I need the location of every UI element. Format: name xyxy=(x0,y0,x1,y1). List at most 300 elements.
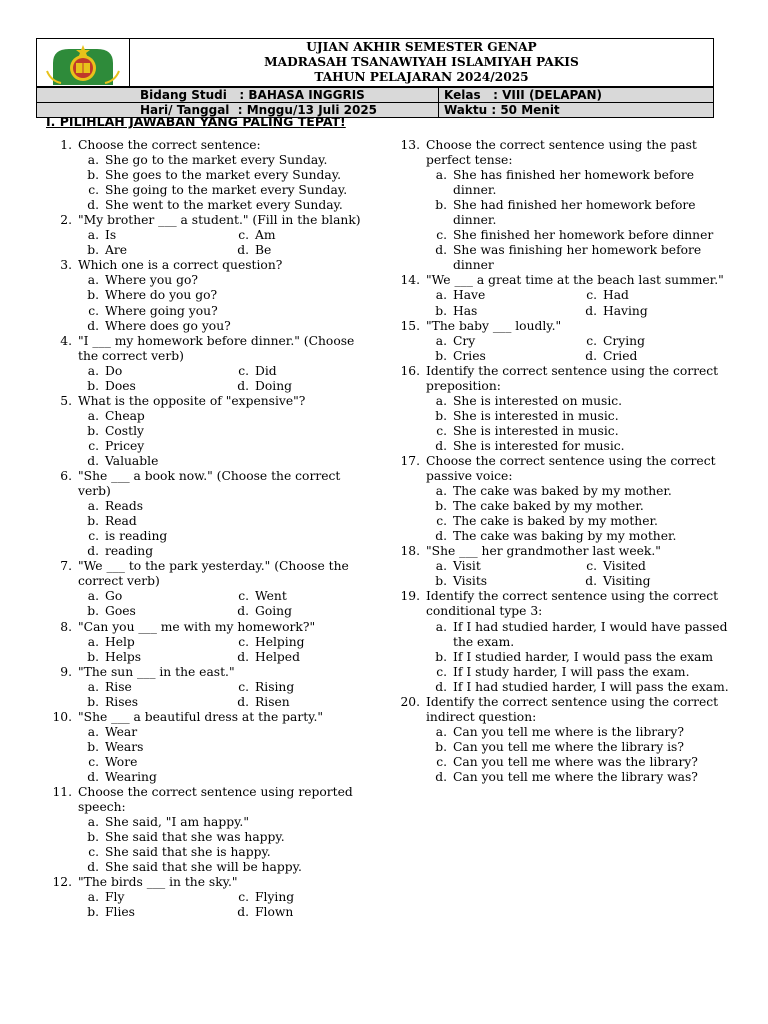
answer-option xyxy=(46,499,376,514)
option-text: She goes to the market every Sunday. xyxy=(105,168,341,183)
answer-option xyxy=(394,484,730,499)
answer-option xyxy=(223,379,373,394)
question-number: 3. xyxy=(60,258,72,273)
option-text: If I had studied harder, I will pass the exam. xyxy=(453,679,729,694)
option-letter: d. xyxy=(435,243,447,258)
answer-option xyxy=(421,288,571,303)
answer-option xyxy=(46,439,376,454)
question-stem xyxy=(394,138,730,168)
answer-option xyxy=(394,409,730,424)
answer-option xyxy=(223,604,373,619)
answer-option xyxy=(46,544,376,559)
answer-option xyxy=(46,319,376,334)
option-text: Are xyxy=(105,243,128,258)
question-text: Choose the correct sentence using the past perfect tense: xyxy=(426,138,697,168)
option-text: Wear xyxy=(105,724,138,739)
option-letter: b. xyxy=(87,514,99,529)
question-number: 11. xyxy=(52,785,72,800)
section-title: I. PILIHLAH JAWABAN YANG PALING TEPAT! xyxy=(46,114,346,129)
question-item xyxy=(394,273,730,318)
answer-option xyxy=(394,725,730,740)
answer-option xyxy=(394,740,730,755)
exam-header xyxy=(36,38,714,118)
option-letter: a. xyxy=(87,153,99,168)
question-text: "The sun ___ in the east." xyxy=(78,664,235,679)
answer-option xyxy=(46,860,376,875)
option-text: Valuable xyxy=(105,453,159,468)
question-number: 14. xyxy=(400,273,420,288)
question-item xyxy=(394,364,730,454)
answer-option xyxy=(394,439,730,454)
option-letter: d. xyxy=(237,905,249,920)
option-letter: b. xyxy=(435,303,447,318)
option-text: Had xyxy=(603,288,629,303)
option-letter: d. xyxy=(87,318,99,333)
options-grid xyxy=(46,228,376,258)
option-text: She is interested in music. xyxy=(453,423,619,438)
time-field: Waktu : 50 Menit xyxy=(444,103,560,117)
answer-option xyxy=(46,153,376,168)
answer-option xyxy=(571,349,721,364)
question-text: Choose the correct sentence using the correct passive voice: xyxy=(426,453,716,484)
question-item xyxy=(394,319,730,364)
answer-option xyxy=(394,650,730,665)
option-text: The cake is baked by my mother. xyxy=(453,514,658,529)
answer-option xyxy=(223,905,373,920)
option-letter: c. xyxy=(436,664,447,679)
option-text: Where you go? xyxy=(105,273,198,288)
option-text: Having xyxy=(603,303,648,318)
question-number: 20. xyxy=(400,694,420,709)
option-text: Can you tell me where the library was? xyxy=(453,769,698,784)
option-letter: a. xyxy=(87,408,99,423)
questions-left-column xyxy=(46,138,376,920)
option-letter: a. xyxy=(87,679,99,694)
answer-option xyxy=(73,228,223,243)
answer-option xyxy=(46,424,376,439)
option-text: She said that she is happy. xyxy=(105,845,271,860)
answer-option xyxy=(46,815,376,830)
option-letter: a. xyxy=(87,890,99,905)
question-stem xyxy=(46,665,376,680)
option-text: Where does go you? xyxy=(105,318,231,333)
answer-option xyxy=(571,288,721,303)
school-logo-cell xyxy=(37,39,130,86)
answer-option xyxy=(223,589,373,604)
answer-option xyxy=(394,770,730,785)
question-text: "She ___ a book now." (Choose the correct verb) xyxy=(78,469,341,499)
option-letter: b. xyxy=(87,604,99,619)
answer-option xyxy=(46,288,376,303)
question-number: 2. xyxy=(60,213,72,228)
option-text: Rises xyxy=(105,694,139,709)
option-letter: b. xyxy=(87,694,99,709)
question-number: 19. xyxy=(400,589,420,604)
class-field: Kelas : VIII (DELAPAN) xyxy=(444,88,603,102)
option-text: If I had studied harder, I would have passed the exam. xyxy=(453,619,728,649)
question-stem xyxy=(46,394,376,409)
option-letter: d. xyxy=(237,604,249,619)
option-text: Do xyxy=(105,363,123,378)
answer-option xyxy=(46,454,376,469)
answer-option xyxy=(394,499,730,514)
question-text: "The birds ___ in the sky." xyxy=(78,875,238,890)
option-letter: b. xyxy=(435,739,447,754)
option-text: Help xyxy=(105,634,135,649)
school-logo-icon xyxy=(43,41,123,85)
school-name: MADRASAH TSANAWIYAH ISLAMIYAH PAKIS xyxy=(264,55,579,69)
exam-titles xyxy=(130,39,713,86)
option-letter: a. xyxy=(435,559,447,574)
question-text: "Can you ___ me with my homework?" xyxy=(78,619,316,634)
option-text: reading xyxy=(105,544,154,559)
question-stem xyxy=(394,364,730,394)
option-text: She finished her homework before dinner xyxy=(453,228,714,243)
option-text: Cry xyxy=(453,333,476,348)
option-letter: c. xyxy=(88,303,99,318)
option-letter: b. xyxy=(87,168,99,183)
option-text: She is interested in music. xyxy=(453,408,619,423)
option-text: Flies xyxy=(105,905,135,920)
option-letter: d. xyxy=(237,243,249,258)
options-grid xyxy=(46,635,376,665)
option-letter: c. xyxy=(238,890,249,905)
question-text: "My brother ___ a student." (Fill in the blank) xyxy=(78,213,361,228)
answer-option xyxy=(223,228,373,243)
option-letter: b. xyxy=(87,649,99,664)
answer-option xyxy=(223,243,373,258)
question-number: 1. xyxy=(60,138,72,152)
question-item xyxy=(46,710,376,785)
option-letter: c. xyxy=(586,559,597,574)
option-text: She said that she was happy. xyxy=(105,830,285,845)
question-item xyxy=(46,665,376,710)
option-letter: d. xyxy=(87,544,99,559)
answer-option xyxy=(46,845,376,860)
option-letter: c. xyxy=(88,183,99,198)
answer-option xyxy=(46,273,376,288)
answer-option xyxy=(394,394,730,409)
option-letter: a. xyxy=(435,288,447,303)
option-letter: c. xyxy=(88,845,99,860)
answer-option xyxy=(571,559,721,574)
option-letter: d. xyxy=(435,438,447,453)
option-letter: a. xyxy=(435,724,447,739)
question-item xyxy=(46,334,376,394)
answer-option xyxy=(394,514,730,529)
option-letter: c. xyxy=(436,514,447,529)
option-letter: d. xyxy=(585,348,597,363)
question-number: 8. xyxy=(60,619,72,634)
question-item xyxy=(46,138,376,213)
question-stem xyxy=(394,695,730,725)
option-text: Risen xyxy=(255,694,290,709)
question-stem xyxy=(46,710,376,725)
answer-option xyxy=(394,665,730,680)
option-letter: a. xyxy=(87,273,99,288)
answer-option xyxy=(571,334,721,349)
questions-right-column xyxy=(394,138,730,785)
question-number: 5. xyxy=(60,393,72,408)
option-text: She go to the market every Sunday. xyxy=(105,153,328,168)
answer-option xyxy=(73,635,223,650)
option-letter: a. xyxy=(435,333,447,348)
answer-option xyxy=(46,514,376,529)
option-text: Visits xyxy=(453,574,488,589)
question-text: "She ___ her grandmother last week." xyxy=(426,544,661,559)
answer-option xyxy=(73,589,223,604)
option-text: Flown xyxy=(255,905,294,920)
question-number: 13. xyxy=(400,138,420,152)
option-text: Fly xyxy=(105,890,125,905)
option-text: Went xyxy=(255,589,287,604)
answer-option xyxy=(46,529,376,544)
option-text: Cheap xyxy=(105,408,145,423)
option-text: Reads xyxy=(105,499,144,514)
options-grid xyxy=(394,559,730,589)
option-letter: c. xyxy=(238,228,249,243)
option-letter: b. xyxy=(435,499,447,514)
option-text: The cake was baking by my mother. xyxy=(453,529,677,544)
answer-option xyxy=(394,168,730,198)
option-letter: d. xyxy=(435,769,447,784)
answer-option xyxy=(421,559,571,574)
option-text: She has finished her homework before dinner. xyxy=(453,168,695,198)
option-text: Pricey xyxy=(105,438,145,453)
subject-field: Bidang Studi : BAHASA INGGRIS xyxy=(37,88,439,102)
question-item xyxy=(46,875,376,920)
question-stem xyxy=(394,589,730,619)
option-letter: c. xyxy=(238,634,249,649)
question-number: 6. xyxy=(60,469,72,484)
question-item xyxy=(46,213,376,258)
option-text: Helps xyxy=(105,649,142,664)
option-letter: b. xyxy=(87,830,99,845)
answer-option xyxy=(46,740,376,755)
option-text: Helping xyxy=(255,634,305,649)
question-item xyxy=(394,138,730,273)
options-grid xyxy=(46,890,376,920)
option-letter: c. xyxy=(238,363,249,378)
question-stem xyxy=(46,785,376,815)
answer-option xyxy=(223,635,373,650)
question-item xyxy=(46,620,376,665)
option-letter: b. xyxy=(87,378,99,393)
option-letter: c. xyxy=(238,679,249,694)
answer-option xyxy=(46,409,376,424)
options-grid xyxy=(46,680,376,710)
answer-option xyxy=(73,905,223,920)
option-letter: d. xyxy=(87,860,99,875)
answer-option xyxy=(223,890,373,905)
option-text: Wore xyxy=(105,754,138,769)
answer-option xyxy=(394,620,730,650)
option-text: Going xyxy=(255,604,292,619)
option-text: If I studied harder, I would pass the exam xyxy=(453,649,714,664)
question-number: 16. xyxy=(400,363,420,378)
option-letter: b. xyxy=(435,574,447,589)
option-letter: a. xyxy=(87,589,99,604)
question-text: Choose the correct sentence using reported speech: xyxy=(78,785,353,815)
question-text: "We ___ to the park yesterday." (Choose the correct verb) xyxy=(78,559,349,589)
option-text: Has xyxy=(453,303,478,318)
answer-option xyxy=(394,529,730,544)
option-text: Visit xyxy=(453,559,481,574)
question-item xyxy=(394,695,730,785)
question-number: 12. xyxy=(52,875,72,890)
option-letter: c. xyxy=(436,423,447,438)
option-text: Costly xyxy=(105,423,144,438)
option-text: Read xyxy=(105,514,137,529)
answer-option xyxy=(46,168,376,183)
question-stem xyxy=(46,559,376,589)
question-text: Identify the correct sentence using the correct conditional type 3: xyxy=(426,589,719,619)
option-text: Go xyxy=(105,589,123,604)
answer-option xyxy=(223,680,373,695)
option-text: Helped xyxy=(255,649,300,664)
question-text: "We ___ a great time at the beach last summer." xyxy=(426,273,724,288)
option-letter: a. xyxy=(87,815,99,830)
option-text: Cries xyxy=(453,348,486,363)
question-item xyxy=(46,785,376,875)
answer-option xyxy=(223,695,373,710)
question-stem xyxy=(394,319,730,334)
answer-option xyxy=(421,334,571,349)
answer-option xyxy=(46,725,376,740)
question-stem xyxy=(46,620,376,635)
option-text: Be xyxy=(255,243,272,258)
option-letter: c. xyxy=(88,438,99,453)
option-letter: a. xyxy=(435,619,447,634)
option-text: Rising xyxy=(255,679,295,694)
question-text: Identify the correct sentence using the correct preposition: xyxy=(426,363,719,393)
academic-year: TAHUN PELAJARAN 2024/2025 xyxy=(314,70,529,84)
option-letter: b. xyxy=(435,649,447,664)
option-letter: a. xyxy=(87,363,99,378)
question-stem xyxy=(46,875,376,890)
question-text: What is the opposite of "expensive"? xyxy=(78,393,306,408)
option-text: Where do you go? xyxy=(105,288,218,303)
answer-option xyxy=(46,304,376,319)
answer-option xyxy=(46,755,376,770)
question-item xyxy=(46,394,376,469)
question-stem xyxy=(46,469,376,499)
option-text: Visited xyxy=(603,559,646,574)
option-text: Where going you? xyxy=(105,303,218,318)
answer-option xyxy=(46,770,376,785)
option-letter: c. xyxy=(88,754,99,769)
answer-option xyxy=(394,680,730,695)
option-letter: c. xyxy=(586,333,597,348)
question-number: 7. xyxy=(60,559,72,574)
option-text: The cake baked by my mother. xyxy=(453,499,644,514)
info-row-subject xyxy=(37,87,713,102)
option-text: Crying xyxy=(603,333,645,348)
question-number: 17. xyxy=(400,453,420,468)
question-text: "I ___ my homework before dinner." (Choose the correct verb) xyxy=(78,333,355,363)
option-letter: d. xyxy=(237,694,249,709)
option-letter: b. xyxy=(87,288,99,303)
answer-option xyxy=(394,198,730,228)
option-letter: b. xyxy=(87,905,99,920)
question-text: "The baby ___ loudly." xyxy=(426,318,562,333)
question-stem xyxy=(394,273,730,288)
option-text: She is interested on music. xyxy=(453,393,623,408)
question-stem xyxy=(394,454,730,484)
option-letter: b. xyxy=(435,408,447,423)
option-letter: a. xyxy=(87,499,99,514)
question-stem xyxy=(46,138,376,153)
date-field: Hari/ Tanggal : Mnggu/13 Juli 2025 xyxy=(37,103,439,117)
option-letter: b. xyxy=(435,348,447,363)
option-text: Have xyxy=(453,288,486,303)
answer-option xyxy=(73,379,223,394)
option-letter: d. xyxy=(237,378,249,393)
option-text: Can you tell me where was the library? xyxy=(453,754,698,769)
answer-option xyxy=(73,890,223,905)
question-item xyxy=(394,589,730,694)
answer-option xyxy=(571,304,721,319)
question-text: Choose the correct sentence: xyxy=(78,138,261,152)
option-letter: a. xyxy=(87,724,99,739)
answer-option xyxy=(73,604,223,619)
option-letter: d. xyxy=(87,453,99,468)
option-text: She was finishing her homework before dinner xyxy=(453,243,702,273)
question-number: 4. xyxy=(60,333,72,348)
answer-option xyxy=(394,243,730,273)
option-letter: d. xyxy=(87,198,99,213)
option-text: Cried xyxy=(603,348,638,363)
question-text: Identify the correct sentence using the correct indirect question: xyxy=(426,694,719,724)
header-top xyxy=(37,39,713,87)
option-letter: d. xyxy=(585,574,597,589)
option-text: Can you tell me where the library is? xyxy=(453,739,684,754)
question-stem xyxy=(46,258,376,273)
answer-option xyxy=(46,183,376,198)
answer-option xyxy=(73,695,223,710)
answer-option xyxy=(394,424,730,439)
option-letter: b. xyxy=(87,739,99,754)
option-letter: a. xyxy=(435,393,447,408)
question-stem xyxy=(394,544,730,559)
option-text: Does xyxy=(105,378,136,393)
option-text: She said that she will be happy. xyxy=(105,860,302,875)
option-text: She going to the market every Sunday. xyxy=(105,183,348,198)
question-number: 10. xyxy=(52,709,72,724)
answer-option xyxy=(421,304,571,319)
option-text: Goes xyxy=(105,604,136,619)
options-grid xyxy=(394,334,730,364)
question-number: 15. xyxy=(400,318,420,333)
option-text: Wears xyxy=(105,739,144,754)
option-text: Wearing xyxy=(105,769,157,784)
answer-option xyxy=(73,650,223,665)
option-letter: d. xyxy=(585,303,597,318)
option-text: Can you tell me where is the library? xyxy=(453,724,684,739)
option-text: Doing xyxy=(255,378,292,393)
option-text: Am xyxy=(255,228,276,243)
option-letter: d. xyxy=(435,679,447,694)
option-letter: d. xyxy=(435,529,447,544)
question-text: Which one is a correct question? xyxy=(78,258,283,273)
option-letter: b. xyxy=(87,243,99,258)
option-text: She went to the market every Sunday. xyxy=(105,198,343,213)
question-item xyxy=(394,454,730,544)
option-text: Visiting xyxy=(603,574,651,589)
question-number: 9. xyxy=(60,664,72,679)
options-grid xyxy=(46,589,376,619)
option-letter: d. xyxy=(237,649,249,664)
